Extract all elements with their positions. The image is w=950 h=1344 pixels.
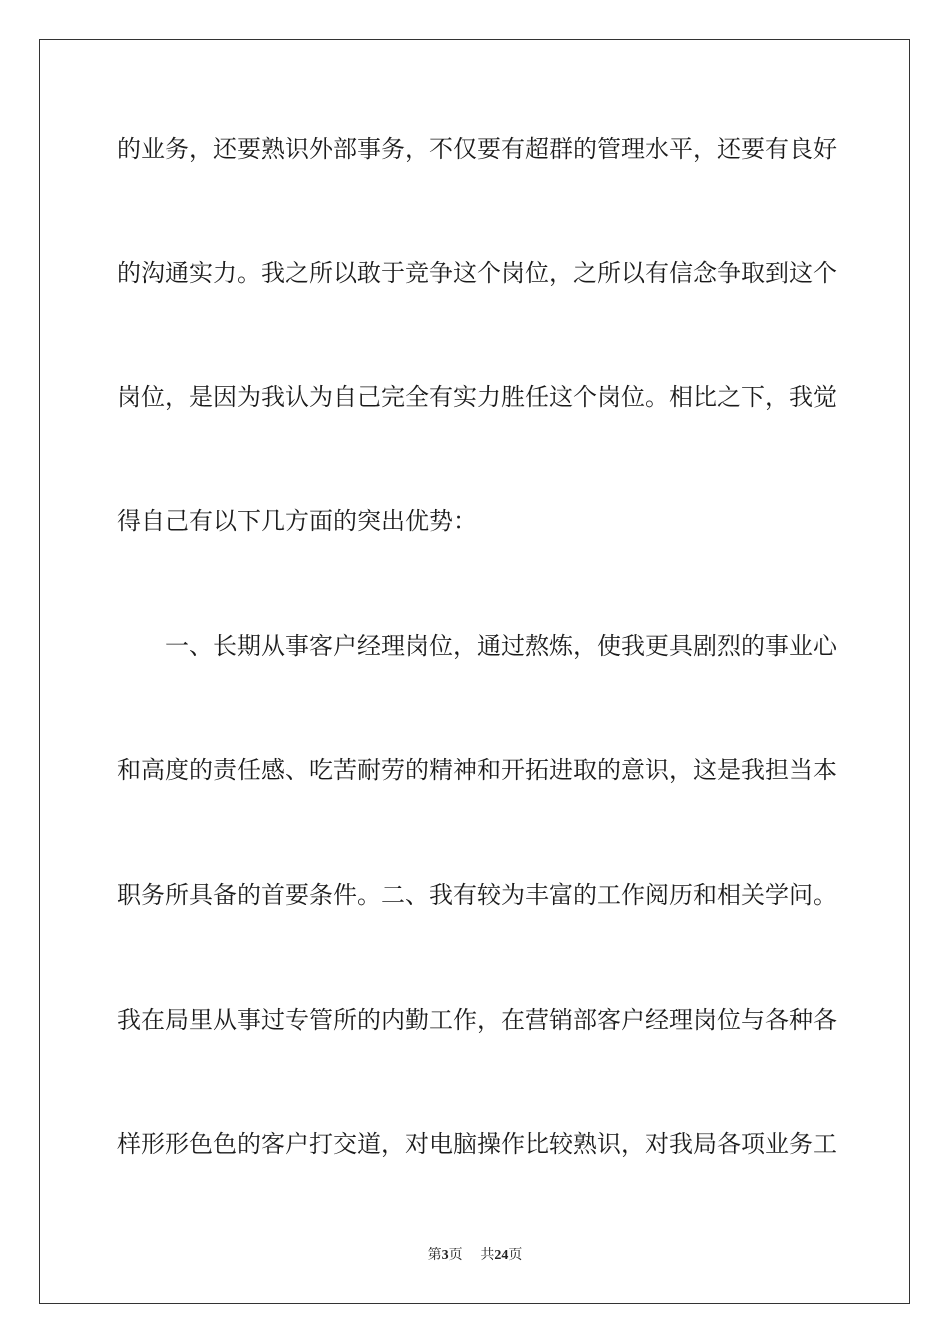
page-border xyxy=(39,39,910,1304)
body-text-line-2: 的沟通实力。我之所以敢于竞争这个岗位，之所以有信念争取到这个 xyxy=(117,259,837,287)
page-prefix: 第 xyxy=(427,1247,442,1263)
page-current-number: 3 xyxy=(441,1248,449,1263)
body-text-line-9: 样形形色色的客户打交道，对电脑操作比较熟识，对我局各项业务工 xyxy=(117,1130,837,1158)
body-text-line-3: 岗位，是因为我认为自己完全有实力胜任这个岗位。相比之下，我觉 xyxy=(117,383,837,411)
page-footer xyxy=(0,1246,950,1265)
total-suffix: 页 xyxy=(508,1247,523,1263)
body-text-line-5: 一、长期从事客户经理岗位，通过熬炼，使我更具剧烈的事业心 xyxy=(165,632,837,660)
body-text-line-4: 得自己有以下几方面的突出优势： xyxy=(117,507,477,535)
body-text-line-6: 和高度的责任感、吃苦耐劳的精神和开拓进取的意识，这是我担当本 xyxy=(117,756,837,784)
body-text-line-8: 我在局里从事过专管所的内勤工作，在营销部客户经理岗位与各种各 xyxy=(117,1006,837,1034)
page-total-number: 24 xyxy=(494,1248,509,1263)
total-prefix: 共 xyxy=(480,1247,495,1263)
page-suffix: 页 xyxy=(448,1247,463,1263)
body-text-line-1: 的业务，还要熟识外部事务，不仅要有超群的管理水平，还要有良好 xyxy=(117,135,837,163)
body-text-line-7: 职务所具备的首要条件。二、我有较为丰富的工作阅历和相关学问。 xyxy=(117,881,837,909)
